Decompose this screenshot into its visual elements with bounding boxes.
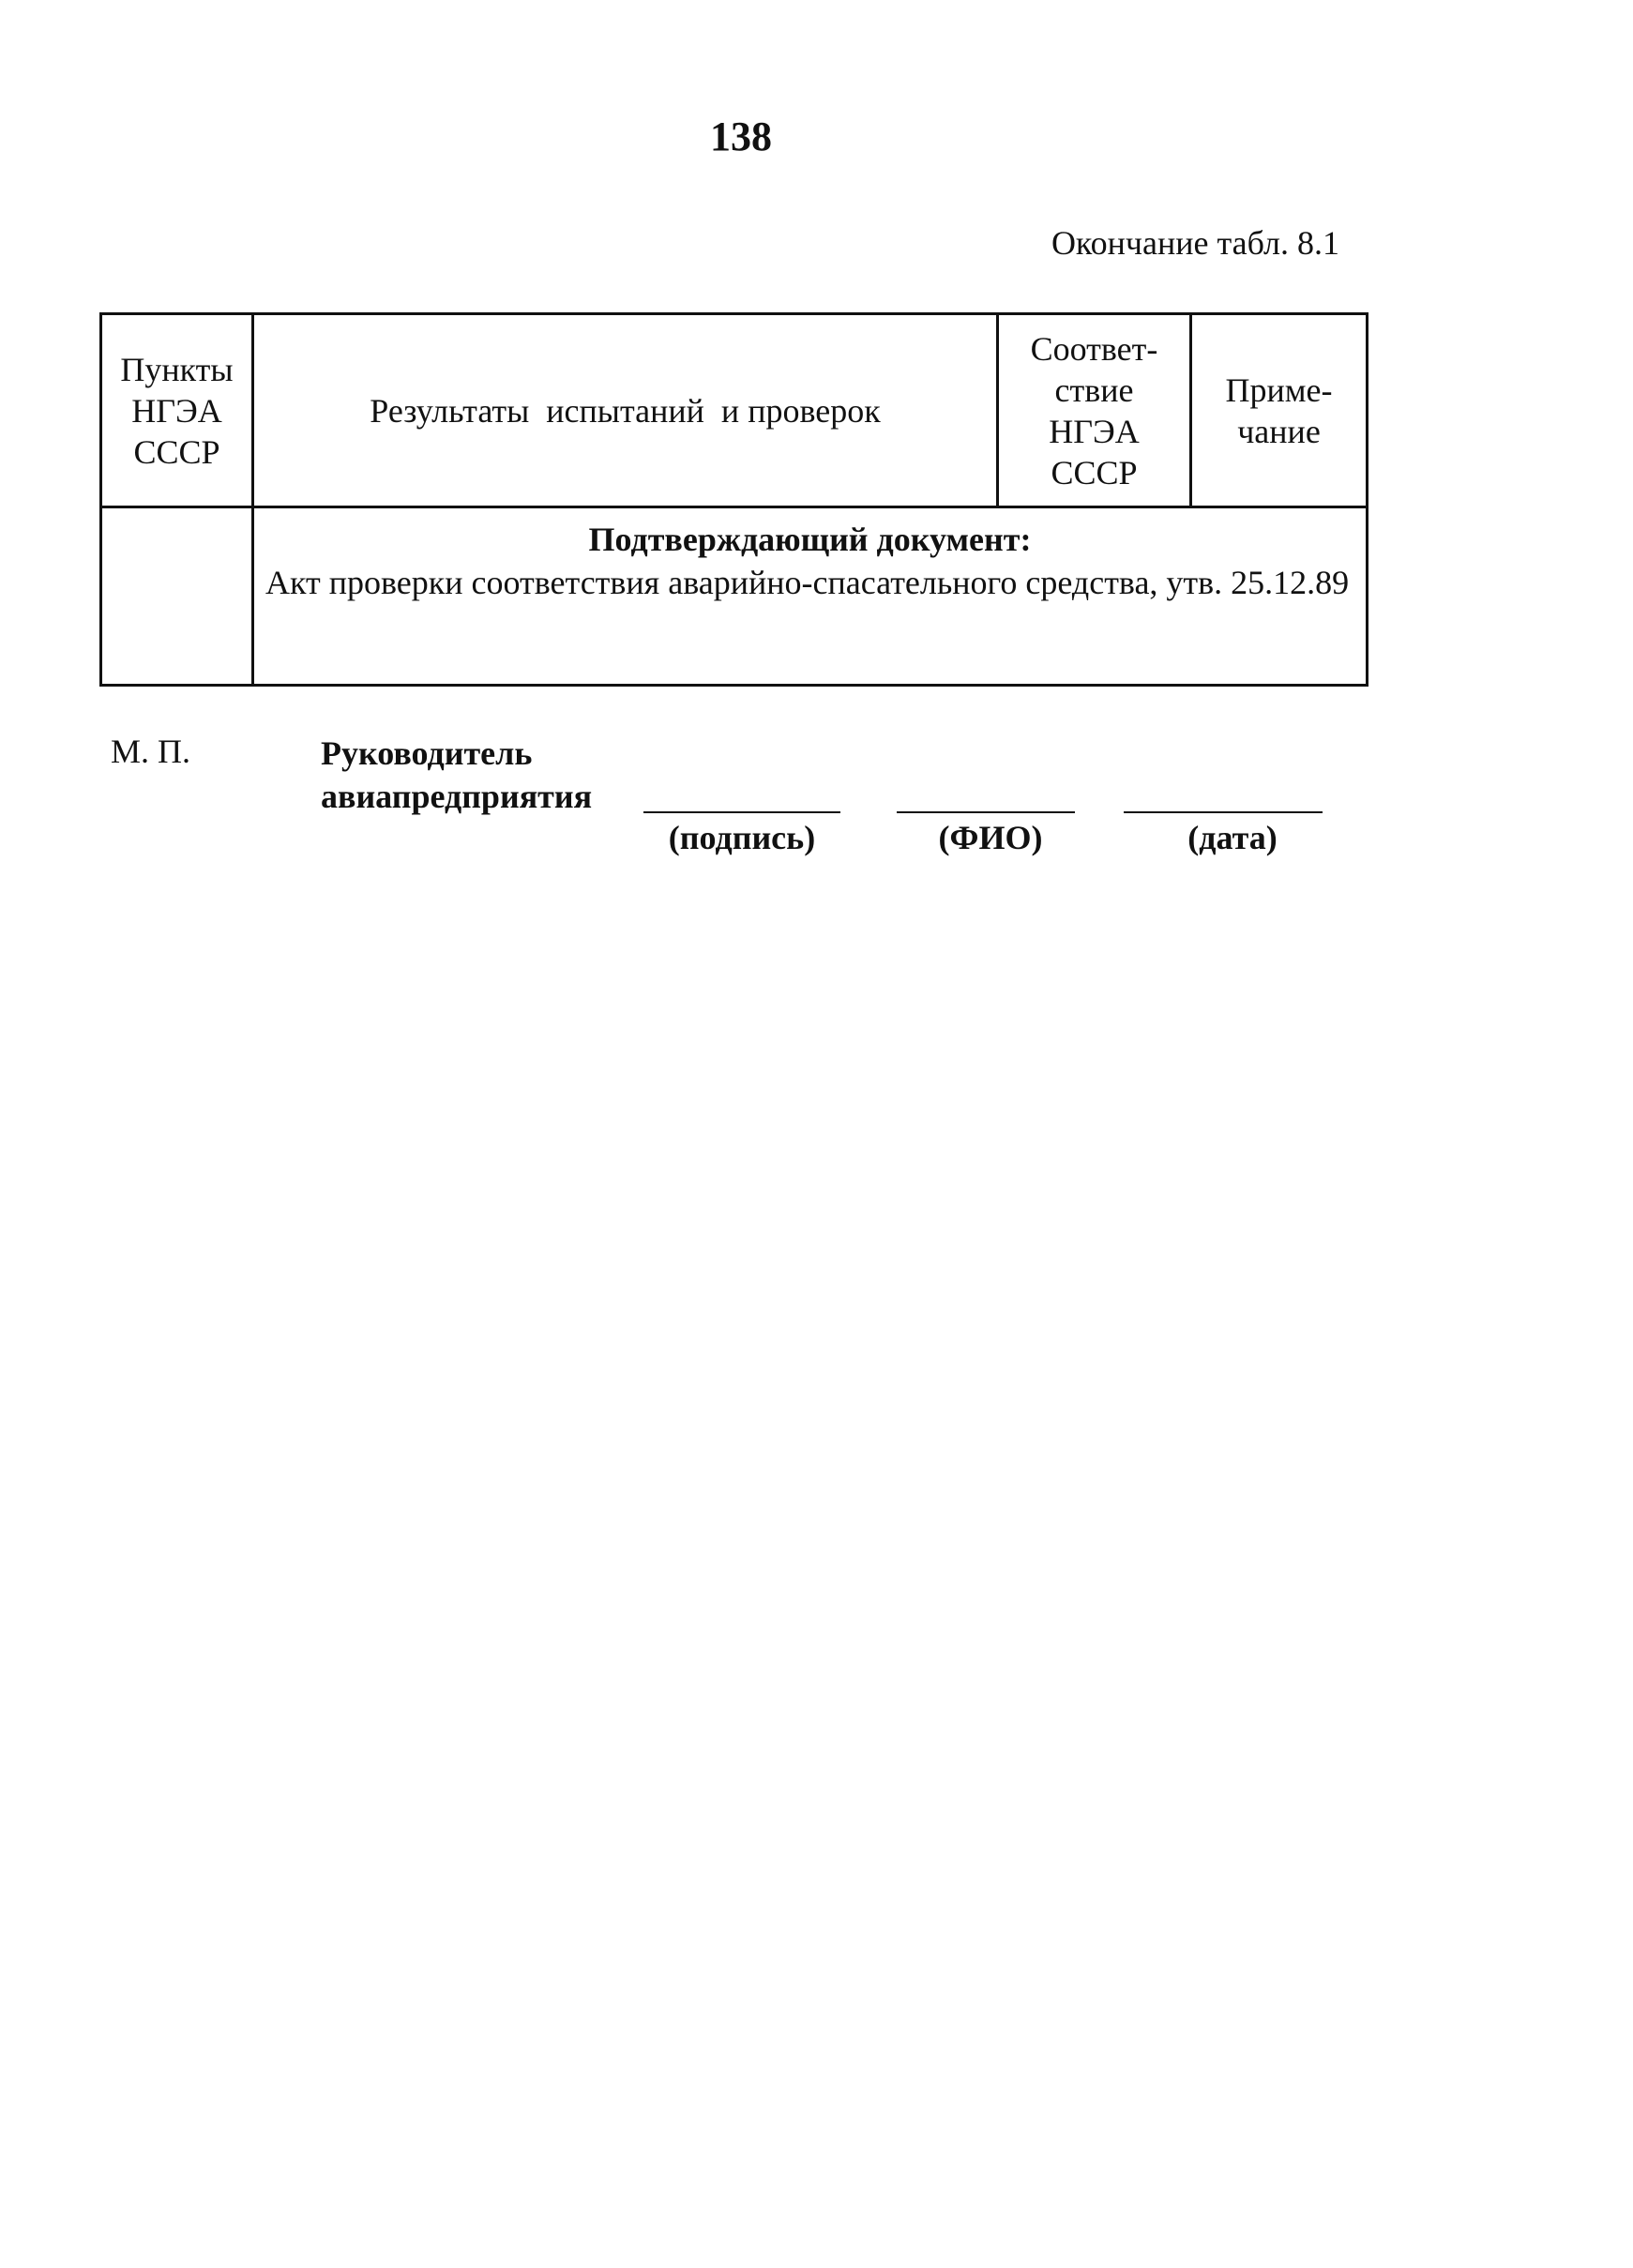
signatory-role-line1: Руководитель <box>321 734 533 772</box>
cell-supporting-document <box>253 507 1368 686</box>
table-body-row <box>101 507 1368 686</box>
header-compliance-line3: НГЭА <box>1049 412 1140 450</box>
header-note-line2: чание <box>1237 412 1321 450</box>
header-compliance-line2: ствие <box>1054 370 1134 409</box>
header-compliance-line1: Соответ- <box>1030 329 1158 368</box>
cell-ngea-items-empty <box>101 507 253 686</box>
header-ngea-items <box>101 314 253 507</box>
date-line <box>1124 811 1323 813</box>
table-header-row <box>101 314 1368 507</box>
results-table <box>99 312 1368 687</box>
header-ngea-items-line2: НГЭА <box>131 391 222 430</box>
header-ngea-items-line1: Пункты <box>120 350 234 388</box>
signatory-role <box>321 732 592 818</box>
supporting-document-heading: Подтверждающий документ: <box>588 521 1032 558</box>
header-compliance <box>998 314 1191 507</box>
signature-label: (подпись) <box>668 819 816 856</box>
header-results <box>253 314 998 507</box>
signatory-role-line2: авиапредприятия <box>321 778 593 815</box>
date-label: (дата) <box>1187 819 1278 856</box>
header-compliance-line4: СССР <box>1051 453 1138 491</box>
stamp-label: М. П. <box>111 733 191 770</box>
header-results-label: Результаты испытаний и проверок <box>370 391 881 430</box>
supporting-document-text: Акт проверки соответствия аварийно-спасательного средства, утв. 25.12.89 <box>265 564 1350 601</box>
table-caption: Окончание табл. 8.1 <box>1051 224 1339 262</box>
page-number: 138 <box>710 113 772 159</box>
signature-line <box>643 811 840 813</box>
header-note-line1: Приме- <box>1225 370 1333 409</box>
name-label: (ФИО) <box>938 819 1043 856</box>
name-line <box>897 811 1075 813</box>
header-note <box>1191 314 1368 507</box>
header-ngea-items-line3: СССР <box>133 432 220 471</box>
